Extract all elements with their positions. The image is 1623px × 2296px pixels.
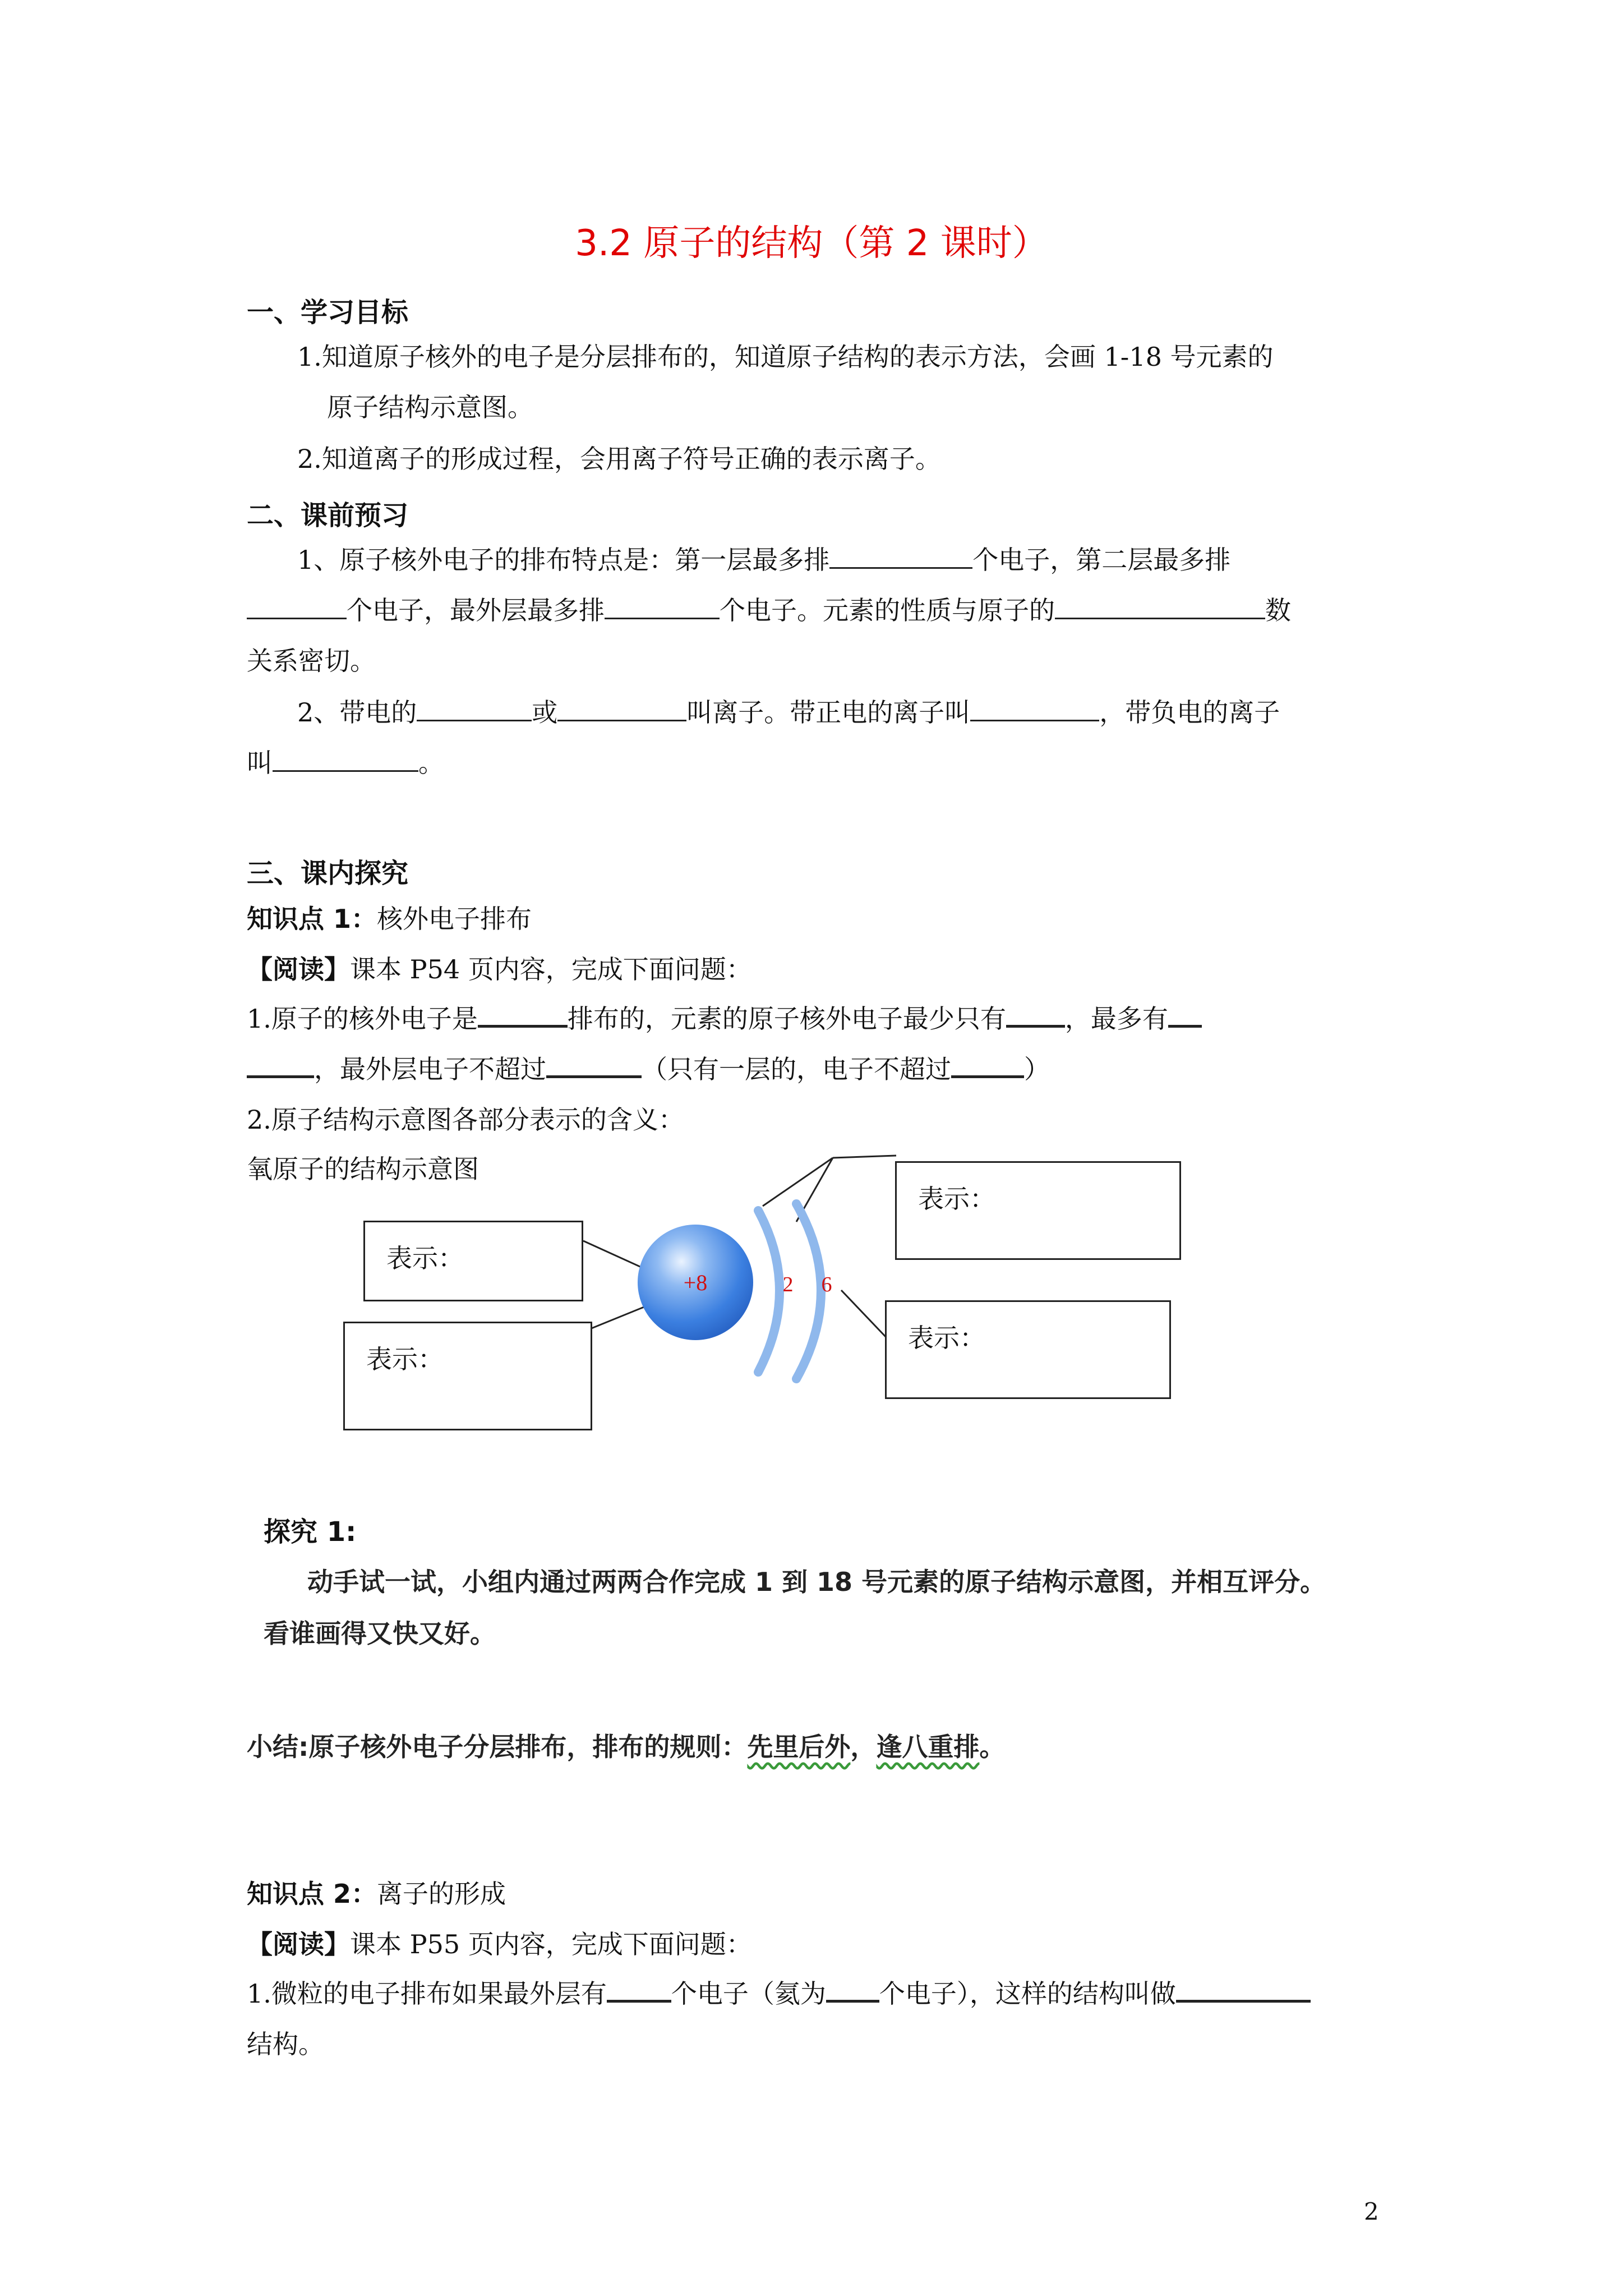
connector-line-outer	[841, 1290, 887, 1338]
oxygen-diagram-label: 氧原子的结构示意图	[247, 1154, 479, 1184]
explore-title: 探究 1:	[264, 1516, 357, 1548]
electron-shell-1	[758, 1211, 780, 1372]
connector-line-shell-c	[833, 1156, 896, 1158]
nucleus-charge: +8	[683, 1270, 708, 1295]
summary-line	[247, 1727, 1005, 1764]
section-heading-preview: 二、课前预习	[247, 500, 409, 531]
reading-q2: 2.原子结构示意图各部分表示的含义：	[247, 1105, 684, 1135]
particle-q1-line-1	[247, 1977, 1311, 2010]
summary-rule-2: 逢八重排	[876, 1732, 980, 1762]
q2-text-c: 叫离子。带正电的离子叫	[686, 697, 971, 728]
knowledge-point-2	[247, 1877, 506, 1911]
r1-text-a: 1.原子的核外电子是	[247, 1004, 478, 1034]
kp1-text: 核外电子排布	[377, 904, 532, 934]
m1-text-c: 个电子），这样的结构叫做	[879, 1978, 1176, 2009]
q1-text-d: 个电子。元素的性质与原子的	[720, 595, 1055, 625]
shell-2-count: 6	[821, 1273, 832, 1296]
electron-shell-2	[796, 1204, 821, 1379]
q2-text-a: 2、带电的	[297, 697, 417, 728]
page-title: 3.2 原子的结构（第 2 课时）	[575, 223, 1048, 264]
q1-text-c: 个电子，最外层最多排	[347, 595, 605, 625]
q2-text-b: 或	[532, 697, 558, 728]
summary-text-a: 原子核外电子分层排布，排布的规则：	[308, 1732, 748, 1762]
answer-box-shell[interactable]	[895, 1161, 1181, 1260]
connector-line-nucleus	[583, 1241, 645, 1269]
blank-stable-structure[interactable]	[1176, 1977, 1311, 2003]
m1-text-b: 个电子（氦为	[671, 1978, 826, 2009]
q2-text-d: ，带负电的离子	[1099, 697, 1280, 728]
r1-text-c: ，最多有	[1064, 1004, 1168, 1034]
q1-text-e: 数	[1265, 595, 1291, 625]
m1-text-d: 结构。	[247, 2029, 324, 2059]
read-1-text: 课本 P54 页内容，完成下面问题：	[350, 954, 752, 984]
reading-2	[247, 1927, 752, 1961]
kp2-label: 知识点 2：	[247, 1879, 377, 1909]
box-label: 表示：	[386, 1243, 464, 1273]
summary-comma: ，	[850, 1732, 877, 1762]
summary-period: 。	[979, 1732, 1006, 1762]
blank-outer-electrons[interactable]	[607, 1977, 671, 2003]
r1-text-d: ，最外层电子不超过	[314, 1054, 546, 1084]
shell-1-count: 2	[782, 1273, 794, 1296]
box-label: 表示：	[908, 1323, 985, 1353]
answer-box-outer-electrons[interactable]	[885, 1300, 1171, 1399]
goal-1-line-b: 原子结构示意图。	[327, 392, 533, 422]
read-bracket-2: 【阅读】	[247, 1929, 350, 1959]
answer-box-nucleus[interactable]	[363, 1221, 583, 1301]
blank-helium-electrons[interactable]	[826, 1977, 879, 2003]
kp1-label: 知识点 1：	[247, 904, 377, 934]
box-label: 表示：	[918, 1184, 995, 1214]
connector-line-shell-a	[763, 1158, 833, 1206]
r1-text-f: ）	[1024, 1054, 1050, 1084]
explore-text-b: 看谁画得又快又好。	[264, 1618, 496, 1649]
summary-label: 小结:	[247, 1732, 309, 1762]
r1-text-e: （只有一层的，电子不超过	[642, 1054, 951, 1084]
box-label: 表示：	[366, 1344, 444, 1374]
page-number: 2	[1364, 2198, 1379, 2225]
q1-text-f: 关系密切。	[247, 646, 376, 676]
goal-1-line-a: 1.知道原子核外的电子是分层排布的，知道原子结构的表示方法，会画 1-18 号元素的	[297, 342, 1274, 372]
q1-text-b: 个电子，第二层最多排	[972, 545, 1231, 575]
summary-rule-1: 先里后外	[747, 1732, 851, 1762]
section-heading-goals: 一、学习目标	[247, 297, 409, 328]
q2-text-e: 叫	[247, 748, 273, 778]
m1-text-a: 1.微粒的电子排布如果最外层有	[247, 1978, 607, 2009]
q2-text-f: 。	[418, 748, 444, 778]
read-2-text: 课本 P55 页内容，完成下面问题：	[350, 1929, 752, 1959]
kp2-text: 离子的形成	[377, 1879, 506, 1909]
q1-text-a: 1、原子核外电子的排布特点是：第一层最多排	[297, 545, 830, 575]
r1-text-b: 排布的，元素的原子核外电子最少只有	[567, 1004, 1006, 1034]
goal-2: 2.知道离子的形成过程，会用离子符号正确的表示离子。	[297, 444, 941, 474]
section-heading-explore: 三、课内探究	[247, 858, 409, 889]
answer-box-proton[interactable]	[343, 1322, 592, 1430]
read-bracket-1: 【阅读】	[247, 954, 350, 984]
explore-text-a: 动手试一试，小组内通过两两合作完成 1 到 18 号元素的原子结构示意图，并相互评分。	[307, 1567, 1326, 1597]
